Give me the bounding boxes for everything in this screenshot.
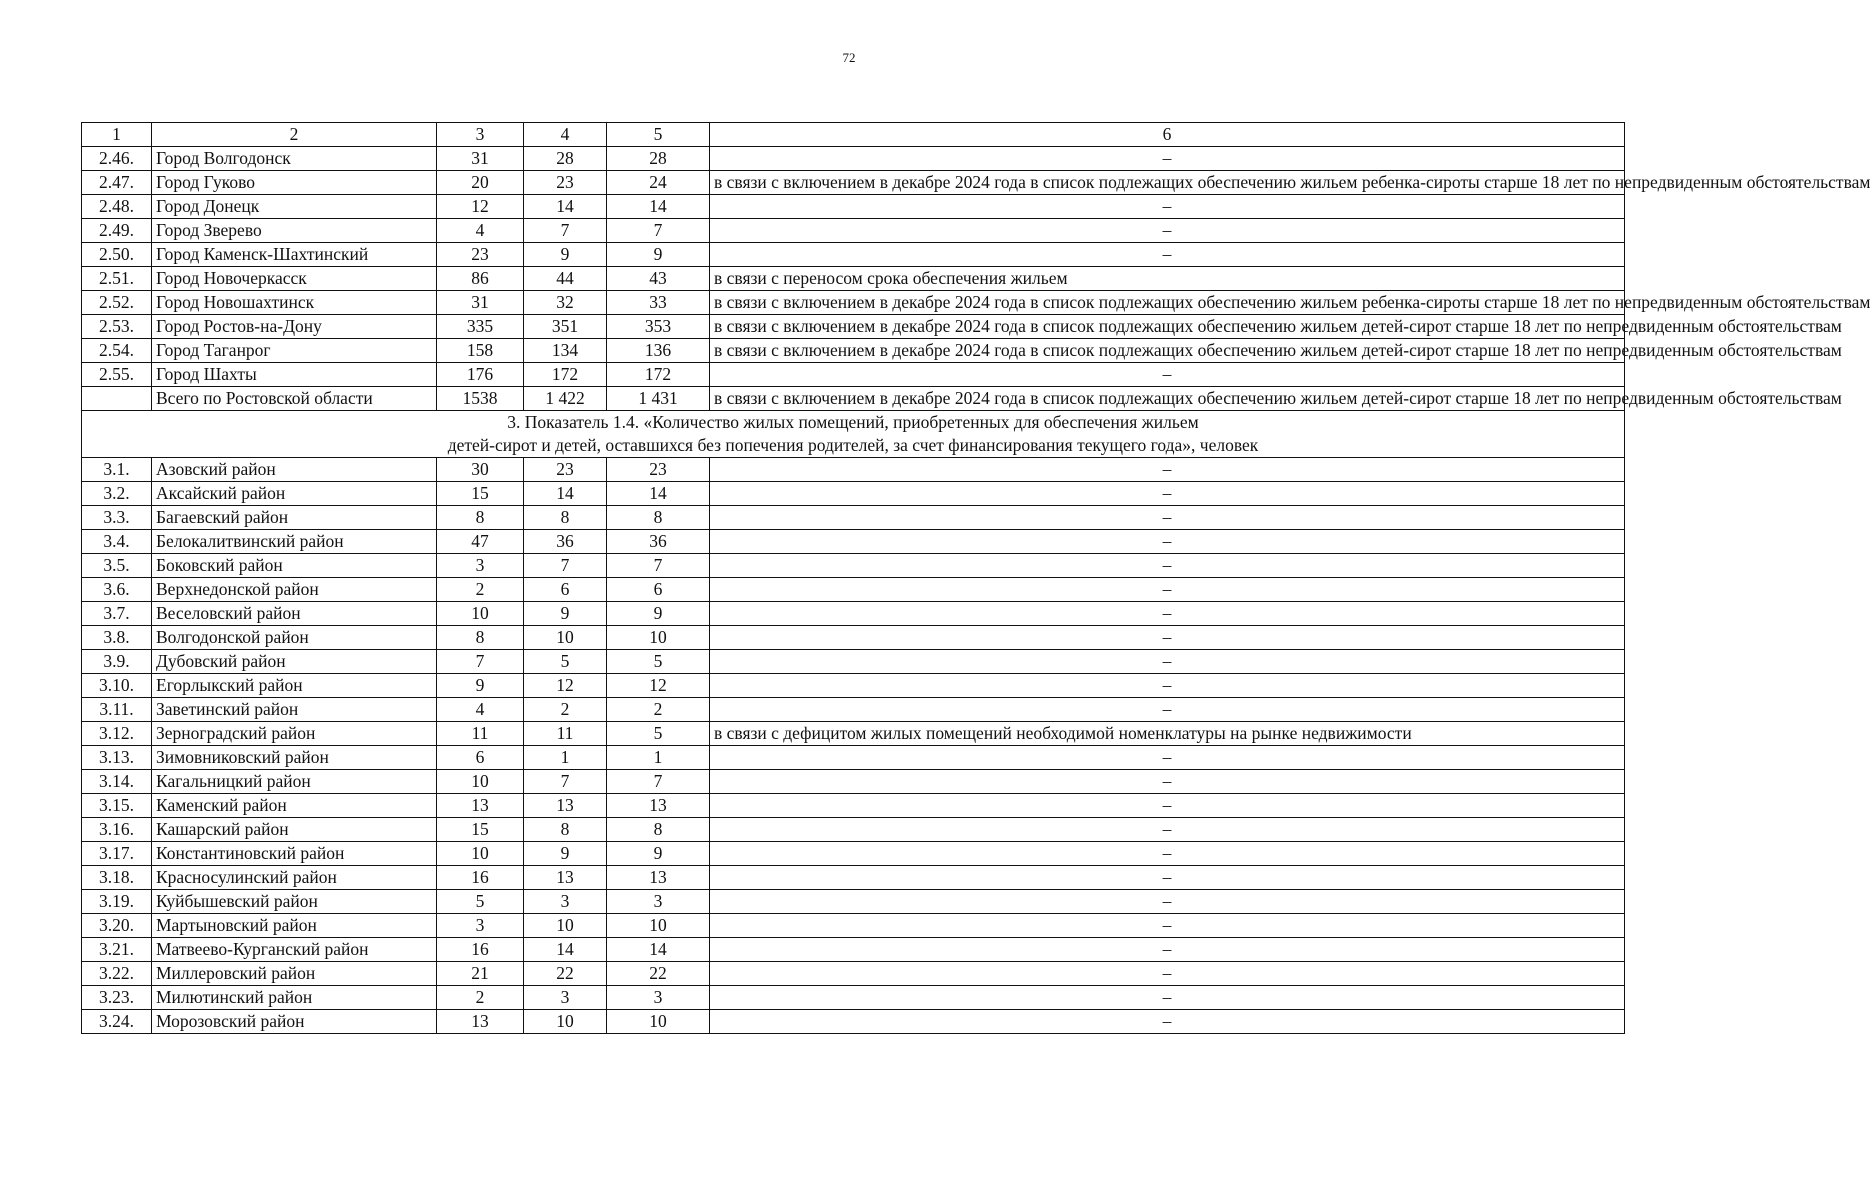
value-col-5: 1 — [607, 746, 710, 770]
section-title — [82, 411, 1625, 458]
value-col-5: 9 — [607, 842, 710, 866]
explanation-note: – — [710, 554, 1625, 578]
row-number: 2.55. — [82, 363, 152, 387]
value-col-5: 23 — [607, 458, 710, 482]
value-col-4: 172 — [524, 363, 607, 387]
page-number: 72 — [842, 50, 856, 65]
explanation-note: – — [710, 602, 1625, 626]
explanation-note: – — [710, 458, 1625, 482]
table-row — [82, 243, 1625, 267]
row-number: 2.49. — [82, 219, 152, 243]
value-col-3: 15 — [437, 818, 524, 842]
explanation-note: в связи с переносом срока обеспечения жильем — [710, 267, 1625, 291]
explanation-note: – — [710, 914, 1625, 938]
value-col-5: 7 — [607, 554, 710, 578]
value-col-5: 3 — [607, 890, 710, 914]
col-header-4: 4 — [524, 123, 607, 147]
value-col-3: 5 — [437, 890, 524, 914]
value-col-4: 5 — [524, 650, 607, 674]
value-col-4: 7 — [524, 554, 607, 578]
value-col-3: 10 — [437, 842, 524, 866]
value-col-4: 351 — [524, 315, 607, 339]
table-row — [82, 387, 1625, 411]
row-number: 3.6. — [82, 578, 152, 602]
table-row — [82, 986, 1625, 1010]
explanation-note: – — [710, 506, 1625, 530]
municipality-name: Белокалитвинский район — [152, 530, 437, 554]
municipality-name: Город Новочеркасск — [152, 267, 437, 291]
value-col-5: 9 — [607, 602, 710, 626]
explanation-note: – — [710, 530, 1625, 554]
value-col-4: 7 — [524, 219, 607, 243]
value-col-5: 2 — [607, 698, 710, 722]
explanation-note: – — [710, 818, 1625, 842]
col-header-1: 1 — [82, 123, 152, 147]
col-header-3: 3 — [437, 123, 524, 147]
section-title-line-2: детей-сирот и детей, оставшихся без попечения родителей, за счет финансирования текущего года», человек — [447, 435, 1259, 455]
value-col-3: 86 — [437, 267, 524, 291]
value-col-4: 9 — [524, 842, 607, 866]
table-row — [82, 962, 1625, 986]
row-number: 3.1. — [82, 458, 152, 482]
indicator-table — [81, 122, 1870, 1034]
explanation-note: в связи с включением в декабре 2024 года в список подлежащих обеспечению жильем детей-сирот старше 18 лет по непредвиденным обстоятельствам — [710, 339, 1625, 363]
table-row — [82, 195, 1625, 219]
explanation-note: – — [710, 698, 1625, 722]
municipality-name: Заветинский район — [152, 698, 437, 722]
municipality-name: Город Волгодонск — [152, 147, 437, 171]
value-col-5: 14 — [607, 482, 710, 506]
value-col-5: 10 — [607, 914, 710, 938]
row-number: 3.21. — [82, 938, 152, 962]
value-col-4: 28 — [524, 147, 607, 171]
value-col-5: 1 431 — [607, 387, 710, 411]
table-row — [82, 363, 1625, 387]
value-col-4: 10 — [524, 914, 607, 938]
value-col-4: 8 — [524, 818, 607, 842]
row-number: 3.11. — [82, 698, 152, 722]
value-col-5: 10 — [607, 626, 710, 650]
value-col-5: 22 — [607, 962, 710, 986]
col-header-6: 6 — [710, 123, 1625, 147]
municipality-name: Город Новошахтинск — [152, 291, 437, 315]
municipality-name: Морозовский район — [152, 1010, 437, 1034]
value-col-3: 335 — [437, 315, 524, 339]
explanation-note: – — [710, 626, 1625, 650]
value-col-3: 158 — [437, 339, 524, 363]
explanation-note: – — [710, 219, 1625, 243]
row-number: 2.47. — [82, 171, 152, 195]
value-col-5: 136 — [607, 339, 710, 363]
row-number: 3.16. — [82, 818, 152, 842]
table-row — [82, 794, 1625, 818]
value-col-4: 9 — [524, 602, 607, 626]
municipality-name: Боковский район — [152, 554, 437, 578]
table-row — [82, 578, 1625, 602]
row-number: 3.20. — [82, 914, 152, 938]
value-col-3: 16 — [437, 938, 524, 962]
municipality-name: Город Зверево — [152, 219, 437, 243]
value-col-3: 16 — [437, 866, 524, 890]
value-col-3: 7 — [437, 650, 524, 674]
municipality-name: Зерноградский район — [152, 722, 437, 746]
row-number: 3.2. — [82, 482, 152, 506]
table-row — [82, 722, 1625, 746]
value-col-4: 10 — [524, 1010, 607, 1034]
table-row — [82, 458, 1625, 482]
explanation-note: – — [710, 1010, 1625, 1034]
value-col-5: 5 — [607, 650, 710, 674]
municipality-name: Миллеровский район — [152, 962, 437, 986]
value-col-4: 14 — [524, 195, 607, 219]
value-col-3: 8 — [437, 626, 524, 650]
municipality-name: Мартыновский район — [152, 914, 437, 938]
value-col-5: 28 — [607, 147, 710, 171]
table-row — [82, 315, 1625, 339]
explanation-note: – — [710, 195, 1625, 219]
value-col-4: 36 — [524, 530, 607, 554]
table-row — [82, 291, 1625, 315]
row-number: 3.4. — [82, 530, 152, 554]
value-col-3: 176 — [437, 363, 524, 387]
value-col-3: 3 — [437, 554, 524, 578]
municipality-name: Город Ростов-на-Дону — [152, 315, 437, 339]
table-row — [82, 554, 1625, 578]
row-number: 3.8. — [82, 626, 152, 650]
value-col-3: 21 — [437, 962, 524, 986]
municipality-name: Город Гуково — [152, 171, 437, 195]
table-row — [82, 842, 1625, 866]
row-number: 3.3. — [82, 506, 152, 530]
row-number: 3.9. — [82, 650, 152, 674]
value-col-4: 3 — [524, 986, 607, 1010]
value-col-4: 12 — [524, 674, 607, 698]
row-number: 2.53. — [82, 315, 152, 339]
value-col-3: 10 — [437, 602, 524, 626]
municipality-name: Всего по Ростовской области — [152, 387, 437, 411]
value-col-4: 134 — [524, 339, 607, 363]
row-number: 2.52. — [82, 291, 152, 315]
explanation-note: – — [710, 842, 1625, 866]
value-col-5: 43 — [607, 267, 710, 291]
explanation-note: – — [710, 794, 1625, 818]
value-col-3: 4 — [437, 219, 524, 243]
table-body-section-3 — [82, 458, 1625, 1034]
value-col-4: 3 — [524, 890, 607, 914]
table-row — [82, 1010, 1625, 1034]
value-col-3: 30 — [437, 458, 524, 482]
row-number: 3.12. — [82, 722, 152, 746]
table-row — [82, 818, 1625, 842]
municipality-name: Верхнедонской район — [152, 578, 437, 602]
table-row — [82, 219, 1625, 243]
municipality-name: Зимовниковский район — [152, 746, 437, 770]
value-col-5: 8 — [607, 506, 710, 530]
municipality-name: Константиновский район — [152, 842, 437, 866]
municipality-name: Кашарский район — [152, 818, 437, 842]
row-number: 2.46. — [82, 147, 152, 171]
value-col-5: 7 — [607, 219, 710, 243]
value-col-4: 22 — [524, 962, 607, 986]
value-col-4: 2 — [524, 698, 607, 722]
table-row — [82, 147, 1625, 171]
value-col-4: 11 — [524, 722, 607, 746]
row-number: 3.23. — [82, 986, 152, 1010]
table-row — [82, 626, 1625, 650]
row-number: 3.24. — [82, 1010, 152, 1034]
table-row — [82, 339, 1625, 363]
value-col-4: 10 — [524, 626, 607, 650]
value-col-3: 1538 — [437, 387, 524, 411]
explanation-note: – — [710, 986, 1625, 1010]
explanation-note: – — [710, 243, 1625, 267]
value-col-5: 36 — [607, 530, 710, 554]
value-col-5: 172 — [607, 363, 710, 387]
value-col-5: 12 — [607, 674, 710, 698]
row-number: 3.22. — [82, 962, 152, 986]
value-col-5: 8 — [607, 818, 710, 842]
table-row — [82, 866, 1625, 890]
value-col-3: 8 — [437, 506, 524, 530]
explanation-note: – — [710, 746, 1625, 770]
value-col-4: 23 — [524, 171, 607, 195]
explanation-note: в связи с дефицитом жилых помещений необходимой номенклатуры на рынке недвижимости — [710, 722, 1625, 746]
value-col-4: 1 422 — [524, 387, 607, 411]
value-col-4: 44 — [524, 267, 607, 291]
row-number: 3.14. — [82, 770, 152, 794]
value-col-4: 14 — [524, 482, 607, 506]
municipality-name: Город Шахты — [152, 363, 437, 387]
table-row — [82, 938, 1625, 962]
row-number: 3.18. — [82, 866, 152, 890]
explanation-note: в связи с включением в декабре 2024 года в список подлежащих обеспечению жильем детей-сирот старше 18 лет по непредвиденным обстоятельствам — [710, 315, 1625, 339]
value-col-5: 3 — [607, 986, 710, 1010]
value-col-3: 4 — [437, 698, 524, 722]
municipality-name: Волгодонской район — [152, 626, 437, 650]
row-number: 2.54. — [82, 339, 152, 363]
section-title-line-1: 3. Показатель 1.4. «Количество жилых помещений, приобретенных для обеспечения жильем — [507, 412, 1199, 432]
value-col-4: 23 — [524, 458, 607, 482]
section-title-row — [82, 411, 1625, 458]
table-body-section-2 — [82, 123, 1870, 411]
value-col-5: 14 — [607, 938, 710, 962]
table-row — [82, 267, 1625, 291]
row-number: 3.10. — [82, 674, 152, 698]
value-col-3: 11 — [437, 722, 524, 746]
explanation-note: – — [710, 578, 1625, 602]
value-col-5: 24 — [607, 171, 710, 195]
col-header-2: 2 — [152, 123, 437, 147]
row-number: 3.13. — [82, 746, 152, 770]
explanation-note: – — [710, 674, 1625, 698]
table-row — [82, 746, 1625, 770]
explanation-note: – — [710, 770, 1625, 794]
value-col-3: 12 — [437, 195, 524, 219]
table-row — [82, 890, 1625, 914]
value-col-3: 6 — [437, 746, 524, 770]
value-col-3: 13 — [437, 1010, 524, 1034]
value-col-5: 9 — [607, 243, 710, 267]
value-col-5: 13 — [607, 794, 710, 818]
municipality-name: Милютинский район — [152, 986, 437, 1010]
table-row — [82, 674, 1625, 698]
row-number: 3.17. — [82, 842, 152, 866]
row-number: 3.5. — [82, 554, 152, 578]
explanation-note: – — [710, 147, 1625, 171]
value-col-3: 31 — [437, 291, 524, 315]
municipality-name: Красносулинский район — [152, 866, 437, 890]
value-col-4: 13 — [524, 866, 607, 890]
explanation-note: – — [710, 363, 1625, 387]
municipality-name: Веселовский район — [152, 602, 437, 626]
value-col-5: 7 — [607, 770, 710, 794]
value-col-4: 32 — [524, 291, 607, 315]
municipality-name: Матвеево-Курганский район — [152, 938, 437, 962]
municipality-name: Багаевский район — [152, 506, 437, 530]
explanation-note: – — [710, 938, 1625, 962]
municipality-name: Куйбышевский район — [152, 890, 437, 914]
municipality-name: Город Таганрог — [152, 339, 437, 363]
explanation-note: – — [710, 482, 1625, 506]
municipality-name: Город Каменск-Шахтинский — [152, 243, 437, 267]
explanation-note: в связи с включением в декабре 2024 года в список подлежащих обеспечению жильем ребенка-сироты старше 18 лет по непредвиденным обстоятельствам — [710, 171, 1625, 195]
table-row — [82, 650, 1625, 674]
value-col-5: 14 — [607, 195, 710, 219]
municipality-name: Дубовский район — [152, 650, 437, 674]
section-3-heading — [82, 411, 1625, 458]
col-header-5: 5 — [607, 123, 710, 147]
municipality-name: Каменский район — [152, 794, 437, 818]
row-number: 3.15. — [82, 794, 152, 818]
row-number: 3.19. — [82, 890, 152, 914]
explanation-note: – — [710, 962, 1625, 986]
table-row — [82, 482, 1625, 506]
value-col-4: 9 — [524, 243, 607, 267]
value-col-4: 13 — [524, 794, 607, 818]
explanation-note: – — [710, 866, 1625, 890]
municipality-name: Город Донецк — [152, 195, 437, 219]
municipality-name: Аксайский район — [152, 482, 437, 506]
value-col-3: 31 — [437, 147, 524, 171]
value-col-5: 33 — [607, 291, 710, 315]
value-col-5: 5 — [607, 722, 710, 746]
column-numbers-row — [82, 123, 1625, 147]
value-col-3: 13 — [437, 794, 524, 818]
value-col-4: 1 — [524, 746, 607, 770]
value-col-3: 3 — [437, 914, 524, 938]
row-number — [82, 387, 152, 411]
municipality-name: Егорлыкский район — [152, 674, 437, 698]
table-row — [82, 506, 1625, 530]
table-row — [82, 530, 1625, 554]
explanation-note: – — [710, 890, 1625, 914]
value-col-4: 6 — [524, 578, 607, 602]
value-col-3: 9 — [437, 674, 524, 698]
row-number: 2.50. — [82, 243, 152, 267]
table-row — [82, 770, 1625, 794]
value-col-4: 7 — [524, 770, 607, 794]
value-col-3: 15 — [437, 482, 524, 506]
value-col-5: 10 — [607, 1010, 710, 1034]
value-col-5: 353 — [607, 315, 710, 339]
value-col-3: 23 — [437, 243, 524, 267]
value-col-3: 2 — [437, 986, 524, 1010]
value-col-5: 6 — [607, 578, 710, 602]
row-number: 2.51. — [82, 267, 152, 291]
explanation-note: – — [710, 650, 1625, 674]
row-number: 3.7. — [82, 602, 152, 626]
value-col-4: 14 — [524, 938, 607, 962]
explanation-note: в связи с включением в декабре 2024 года в список подлежащих обеспечению жильем ребенка-сироты старше 18 лет по непредвиденным обстоятельствам — [710, 291, 1625, 315]
value-col-3: 10 — [437, 770, 524, 794]
municipality-name: Азовский район — [152, 458, 437, 482]
value-col-3: 2 — [437, 578, 524, 602]
value-col-3: 20 — [437, 171, 524, 195]
table-row — [82, 602, 1625, 626]
value-col-5: 13 — [607, 866, 710, 890]
explanation-note: в связи с включением в декабре 2024 года в список подлежащих обеспечению жильем детей-сирот старше 18 лет по непредвиденным обстоятельствам — [710, 387, 1625, 411]
value-col-4: 8 — [524, 506, 607, 530]
row-number: 2.48. — [82, 195, 152, 219]
municipality-name: Кагальницкий район — [152, 770, 437, 794]
value-col-3: 47 — [437, 530, 524, 554]
table-row — [82, 914, 1625, 938]
table-row — [82, 171, 1625, 195]
table-row — [82, 698, 1625, 722]
